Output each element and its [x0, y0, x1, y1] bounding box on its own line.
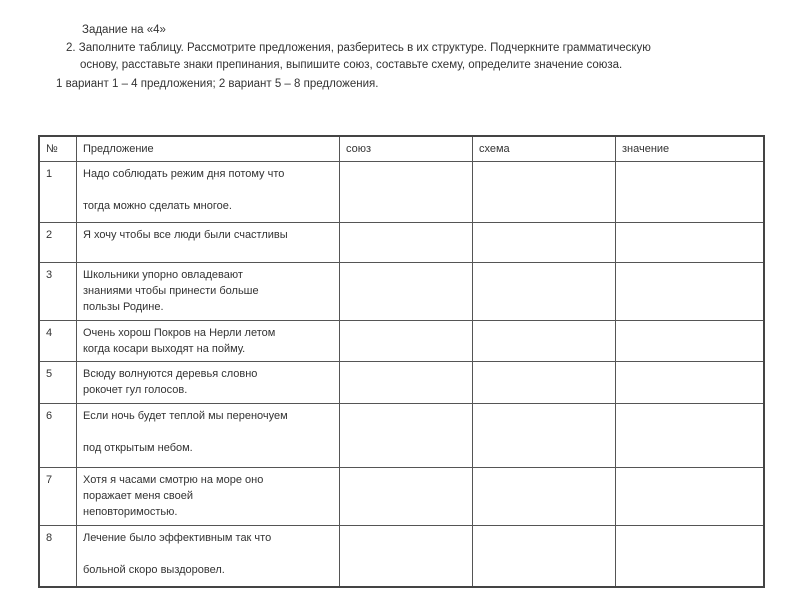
- row-number: 6: [39, 404, 77, 468]
- sentence-cell: [77, 526, 340, 587]
- sentence-line: Если ночь будет теплой мы переночуем: [83, 410, 288, 422]
- task-title: Задание на «4»: [82, 24, 166, 36]
- conjunction-cell[interactable]: [340, 223, 473, 263]
- scheme-cell[interactable]: [473, 526, 616, 587]
- scheme-cell[interactable]: [473, 321, 616, 362]
- conjunction-cell[interactable]: [340, 321, 473, 362]
- row-number: 7: [39, 468, 77, 526]
- row-number: 1: [39, 162, 77, 223]
- row-number: 8: [39, 526, 77, 587]
- scheme-cell[interactable]: [473, 162, 616, 223]
- row-number: 2: [39, 223, 77, 263]
- meaning-cell[interactable]: [616, 468, 765, 526]
- table-header-row: [39, 136, 764, 162]
- sentence-line: неповторимостью.: [83, 506, 178, 518]
- table-row: [39, 162, 764, 223]
- table-row: [39, 404, 764, 468]
- sentence-cell: [77, 404, 340, 468]
- sentence-line: поражает меня своей: [83, 490, 193, 502]
- scheme-cell[interactable]: [473, 362, 616, 404]
- column-header-number: №: [39, 136, 77, 162]
- meaning-cell[interactable]: [616, 404, 765, 468]
- conjunction-cell[interactable]: [340, 263, 473, 321]
- column-header-sentence: Предложение: [77, 136, 340, 162]
- conjunction-cell[interactable]: [340, 362, 473, 404]
- sentence-line: пользы Родине.: [83, 301, 164, 313]
- meaning-cell[interactable]: [616, 526, 765, 587]
- scheme-cell[interactable]: [473, 468, 616, 526]
- meaning-cell[interactable]: [616, 321, 765, 362]
- conjunction-cell[interactable]: [340, 162, 473, 223]
- task-text-line1: 2. Заполните таблицу. Рассмотрите предложения, разберитесь в их структуре. Подчеркните грамматическую: [66, 42, 651, 54]
- meaning-cell[interactable]: [616, 162, 765, 223]
- sentence-cell: [77, 321, 340, 362]
- sentence-line: Очень хорош Покров на Нерли летом: [83, 327, 276, 339]
- table-row: [39, 321, 764, 362]
- table-row: [39, 526, 764, 587]
- sentence-line: под открытым небом.: [83, 442, 193, 454]
- task-text-line2: основу, расставьте знаки препинания, выпишите союз, составьте схему, определите значение союза.: [80, 59, 623, 71]
- sentence-cell: [77, 362, 340, 404]
- task-table: [38, 135, 765, 588]
- sentence-line: [83, 182, 333, 198]
- conjunction-cell[interactable]: [340, 404, 473, 468]
- table-row: [39, 223, 764, 263]
- column-header-scheme: схема: [473, 136, 616, 162]
- meaning-cell[interactable]: [616, 263, 765, 321]
- scheme-cell[interactable]: [473, 404, 616, 468]
- row-number: 3: [39, 263, 77, 321]
- column-header-meaning: значение: [616, 136, 765, 162]
- scheme-cell[interactable]: [473, 263, 616, 321]
- table-row: [39, 362, 764, 404]
- conjunction-cell[interactable]: [340, 468, 473, 526]
- sentence-line: тогда можно сделать многое.: [83, 200, 232, 212]
- sentence-line: Я хочу чтобы все люди были счастливы: [83, 229, 288, 241]
- meaning-cell[interactable]: [616, 362, 765, 404]
- row-number: 4: [39, 321, 77, 362]
- meaning-cell[interactable]: [616, 223, 765, 263]
- sentence-line: [83, 424, 333, 440]
- sentence-line: Лечение было эффективным так что: [83, 532, 272, 544]
- sentence-line: Всюду волнуются деревья словно: [83, 368, 258, 380]
- sentence-line: [83, 546, 333, 562]
- sentence-line: рокочет гул голосов.: [83, 384, 188, 396]
- table-row: [39, 263, 764, 321]
- variants-text: 1 вариант 1 – 4 предложения; 2 вариант 5 – 8 предложения.: [56, 78, 379, 90]
- conjunction-cell[interactable]: [340, 526, 473, 587]
- sentence-line: Надо соблюдать режим дня потому что: [83, 168, 285, 180]
- sentence-cell: [77, 223, 340, 263]
- table-row: [39, 468, 764, 526]
- sentence-cell: [77, 162, 340, 223]
- sentence-cell: [77, 468, 340, 526]
- scheme-cell[interactable]: [473, 223, 616, 263]
- sentence-line: знаниями чтобы принести больше: [83, 285, 259, 297]
- column-header-conjunction: союз: [340, 136, 473, 162]
- row-number: 5: [39, 362, 77, 404]
- sentence-cell: [77, 263, 340, 321]
- sentence-line: когда косари выходят на пойму.: [83, 343, 246, 355]
- sentence-line: Школьники упорно овладевают: [83, 269, 243, 281]
- sentence-line: больной скоро выздоровел.: [83, 564, 225, 576]
- sentence-line: Хотя я часами смотрю на море оно: [83, 474, 264, 486]
